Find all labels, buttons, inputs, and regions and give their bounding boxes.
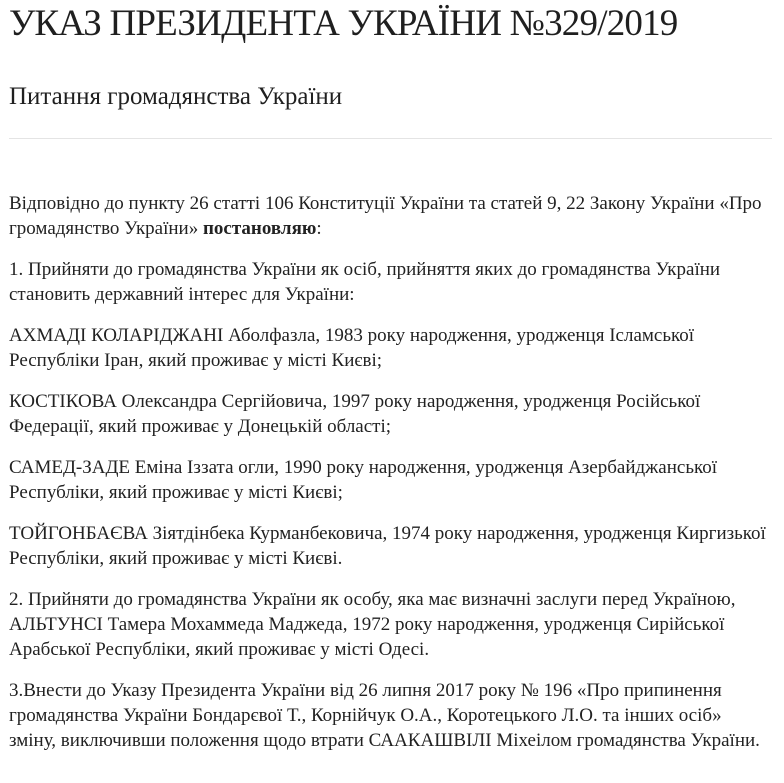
person-entry-samed-zade: САМЕД-ЗАДЕ Еміна Іззата огли, 1990 року народження, уродженця Азербайджанської Республіки, який проживає у місті Києві; [9, 457, 718, 503]
preamble-text: Відповідно до пункту 26 статті 106 Конституції України та статей 9, 22 Закону України «Про громадянство України» [9, 193, 762, 239]
article-3: 3.Внести до Указу Президента України від 26 липня 2017 року № 196 «Про припинення громадянства України Бондарєвої Т., Корнійчук О.А., Коротецького Л.О. та інших осіб» зміну, виключивши положення щодо втрати СААКАШВІЛІ Міхеілом громадянства України. [9, 680, 760, 751]
article-2: 2. Прийняти до громадянства України як особу, яка має визначні заслуги перед Україною, АЛЬТУНСІ Тамера Мохаммеда Маджеда, 1972 року народження, уродженця Сирійської Арабської Республіки, який проживає у місті Одесі. [9, 589, 736, 660]
preamble-paragraph [9, 191, 766, 241]
preamble-bold-word: постановляю [202, 218, 317, 239]
preamble-colon: : [316, 218, 322, 239]
title-divider [9, 138, 772, 139]
decree-body [9, 191, 766, 753]
person-entry-ahmadi: АХМАДІ КОЛАРІДЖАНІ Аболфазла, 1983 року народження, уродженця Ісламської Республіки Іран, який проживає у місті Києві; [9, 325, 695, 371]
decree-subtitle: Питання громадянства України [9, 83, 343, 110]
person-entry-kostikov: КОСТІКОВА Олександра Сергійовича, 1997 року народження, уродженця Російської Федерації, який проживає у Донецькій області; [9, 391, 701, 437]
person-entry-toigonbaev: ТОЙГОНБАЄВА Зіятдінбека Курманбековича, 1974 року народження, уродженця Киргизької Республіки, який проживає у місті Києві. [9, 523, 766, 569]
decree-title: УКАЗ ПРЕЗИДЕНТА УКРАЇНИ №329/2019 [9, 3, 678, 44]
article-1-intro: 1. Прийняти до громадянства України як осіб, прийняття яких до громадянства України становить державний інтерес для України: [9, 259, 721, 305]
